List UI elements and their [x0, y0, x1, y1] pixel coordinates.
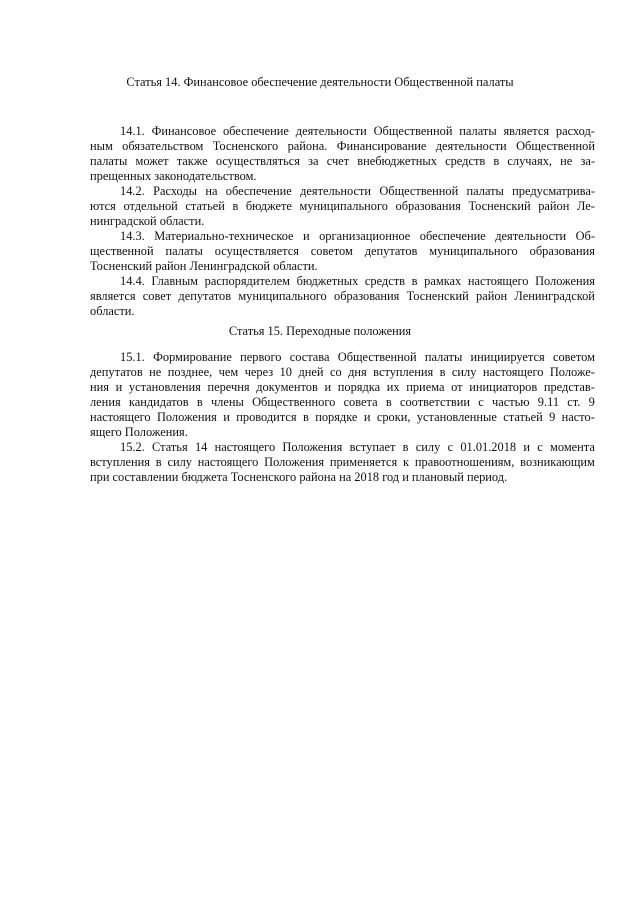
paragraph-line: палаты может также осуществляться за счет внебюджетных средств в случаях, не за- — [90, 154, 595, 168]
paragraph-line: ются отдельной статьей в бюджете муниципального образования Тосненский район Ле- — [90, 199, 595, 213]
article-15-heading: Статья 15. Переходные положения — [228, 324, 412, 338]
paragraph-line: 14.1. Финансовое обеспечение деятельности Общественной палаты является расход- — [120, 124, 595, 138]
paragraph-line: 14.2. Расходы на обеспечение деятельности Общественной палаты предусматрива- — [120, 184, 595, 198]
paragraph-line: нинградской области. — [90, 214, 205, 228]
paragraph-line: Тосненский район Ленинградской области. — [90, 259, 318, 273]
paragraph-line: является совет депутатов муниципального образования Тосненский район Ленинградской — [90, 289, 595, 303]
paragraph-line: ящего Положения. — [90, 425, 188, 439]
paragraph-line: ления кандидатов в члены Общественного совета в соответствии с частью 9.11 ст. 9 — [90, 395, 595, 409]
paragraph-line: прещенных законодательством. — [90, 169, 257, 183]
paragraph-line: депутатов не позднее, чем через 10 дней со дня вступления в силу настоящего Положе- — [90, 365, 595, 379]
paragraph-line: щественной палаты осуществляется советом депутатов муниципального образования — [90, 244, 595, 258]
article-14-heading: Статья 14. Финансовое обеспечение деятельности Общественной палаты — [126, 75, 514, 89]
paragraph-line: ния и установления перечня документов и порядка их приема от инициаторов представ- — [90, 380, 595, 394]
paragraph-line: вступления в силу настоящего Положения применяется к правоотношениям, возникающим — [90, 455, 595, 469]
paragraph-line: ным обязательством Тосненского района. Финансирование деятельности Общественной — [90, 139, 595, 153]
paragraph-line: области. — [90, 304, 135, 318]
paragraph-line: при составлении бюджета Тосненского района на 2018 год и плановый период. — [90, 470, 508, 484]
paragraph-line: 14.3. Материально-техническое и организационное обеспечение деятельности Об- — [120, 229, 595, 243]
paragraph-line: настоящего Положения и проводится в порядке и сроки, установленные статьей 9 насто- — [90, 410, 595, 424]
paragraph-line: 14.4. Главным распорядителем бюджетных средств в рамках настоящего Положения — [120, 274, 595, 288]
paragraph-line: 15.2. Статья 14 настоящего Положения вступает в силу с 01.01.2018 и с момента — [120, 440, 595, 454]
paragraph-line: 15.1. Формирование первого состава Общественной палаты инициируется советом — [120, 350, 595, 364]
